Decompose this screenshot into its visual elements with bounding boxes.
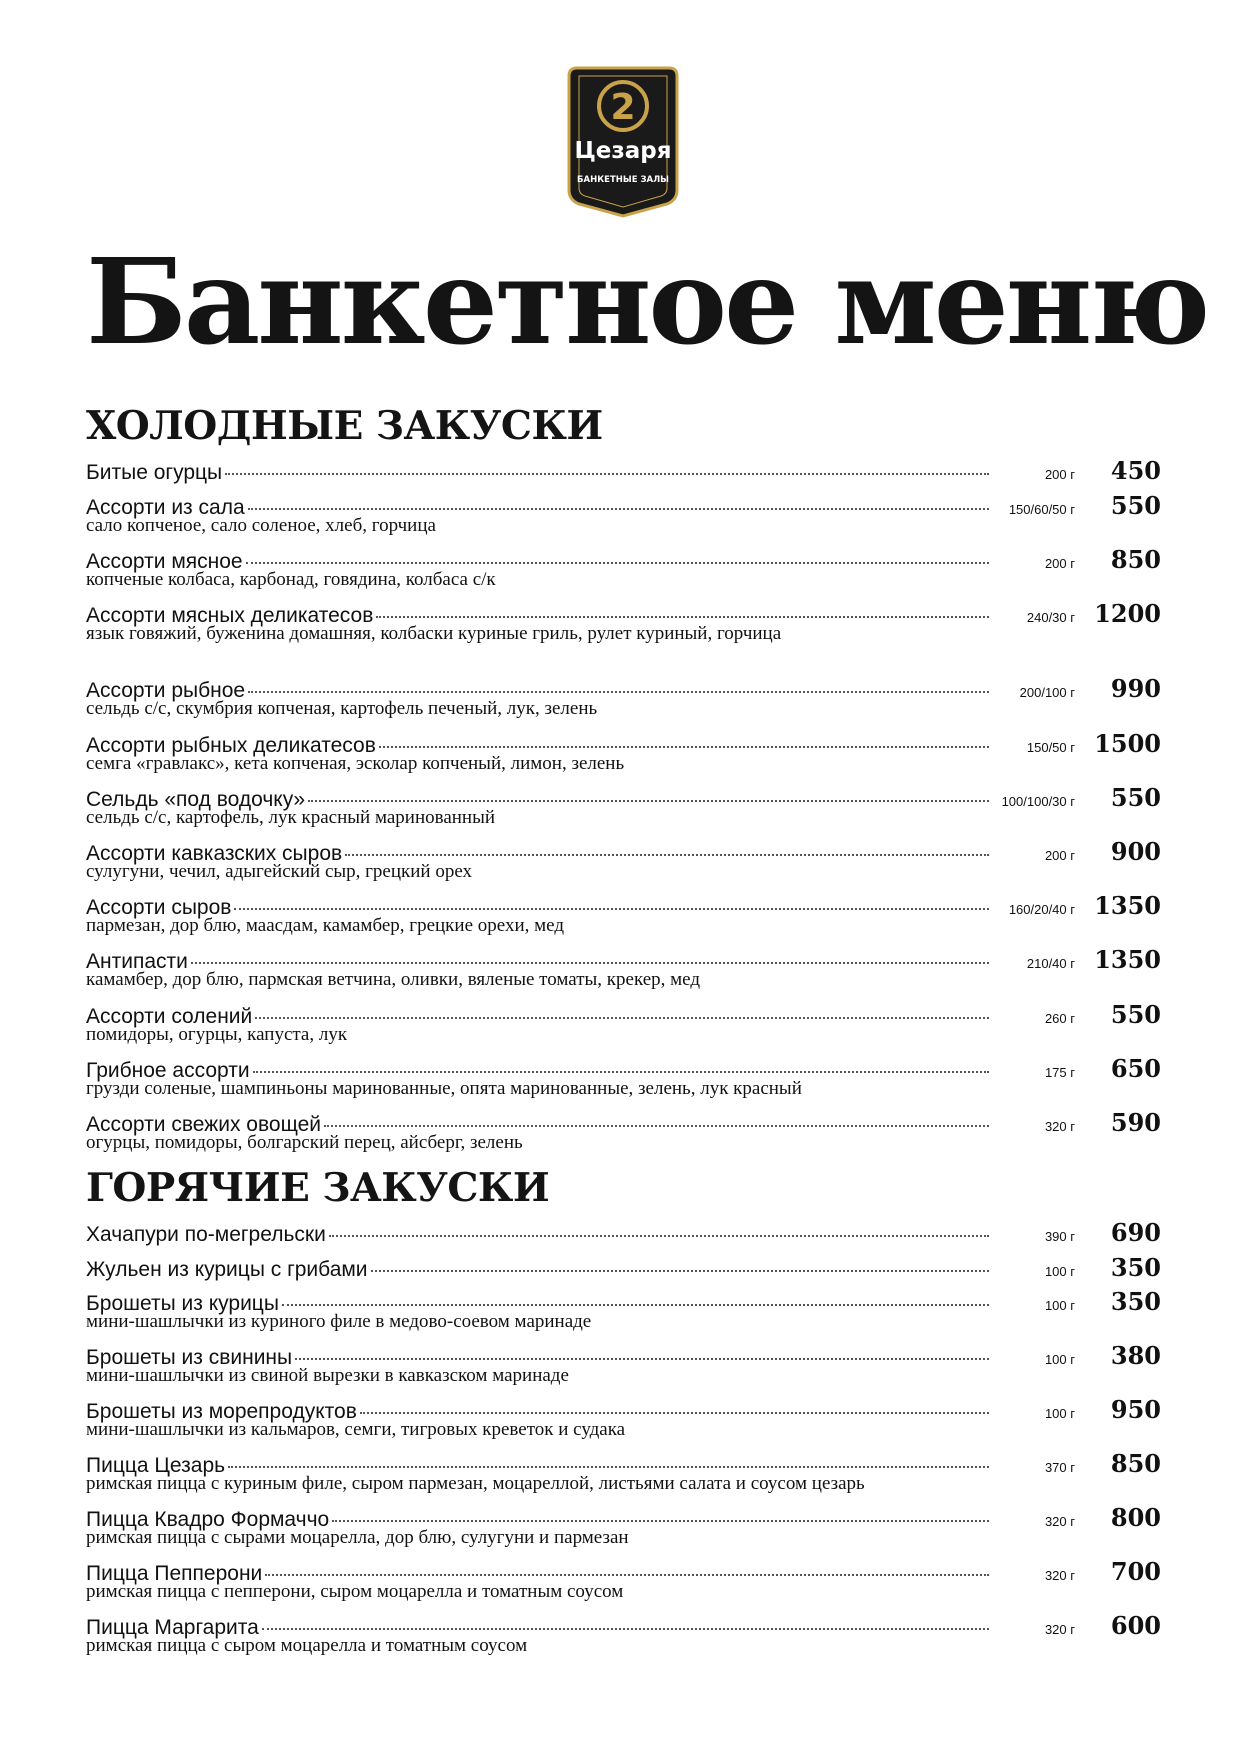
- dish-description: сельдь с/с, картофель, лук красный маринованный: [86, 807, 496, 828]
- dish-weight: 100 г: [1044, 1352, 1075, 1367]
- dish-weight: 175 г: [1044, 1065, 1075, 1080]
- dish-description: мини-шашлычки из кальмаров, семги, тигровых креветок и судака: [86, 1419, 626, 1440]
- dish-description: сало копченое, сало соленое, хлеб, горчица: [86, 515, 436, 536]
- dish-name: Ассорти кавказских сыров: [86, 842, 343, 865]
- dish-price: 380: [1110, 1341, 1161, 1370]
- dish-weight: 100 г: [1044, 1406, 1075, 1421]
- dish-price: 800: [1110, 1503, 1161, 1532]
- dish-price: 690: [1110, 1218, 1161, 1247]
- menu-item: [86, 1287, 1161, 1333]
- dish-name: Брошеты из свинины: [86, 1346, 293, 1369]
- dot-leader: [191, 962, 989, 964]
- menu-item: [86, 1503, 1161, 1549]
- logo-tagline: БАНКЕТНЫЕ ЗАЛЫ: [577, 175, 669, 185]
- dish-description: грузди соленые, шампиньоны маринованные, опята маринованные, зелень, лук красный: [86, 1078, 802, 1099]
- dish-description: римская пицца с пепперони, сыром моцарелла и томатным соусом: [86, 1581, 624, 1602]
- menu-item: [86, 1108, 1161, 1154]
- dish-price: 600: [1110, 1611, 1161, 1640]
- dish-weight: 150/60/50 г: [1008, 502, 1075, 517]
- dot-leader: [379, 746, 989, 748]
- dish-price: 990: [1110, 674, 1161, 703]
- dish-price: 590: [1110, 1108, 1161, 1137]
- dish-weight: 320 г: [1044, 1514, 1075, 1529]
- dish-price: 1200: [1094, 599, 1161, 628]
- dish-price: 550: [1110, 783, 1161, 812]
- menu-item: [86, 491, 1161, 537]
- dish-name: Жульен из курицы с грибами: [86, 1258, 368, 1281]
- dish-description: огурцы, помидоры, болгарский перец, айсберг, зелень: [86, 1132, 523, 1153]
- menu-item-row: [86, 1253, 1161, 1281]
- dish-weight: 200 г: [1044, 556, 1075, 571]
- dish-name: Ассорти сыров: [86, 896, 232, 919]
- menu-item: [86, 1218, 1161, 1246]
- dish-name: Пицца Маргарита: [86, 1616, 259, 1639]
- menu-item: [86, 1395, 1161, 1441]
- dish-description: мини-шашлычки из куриного филе в медово-соевом маринаде: [86, 1311, 592, 1332]
- dish-price: 850: [1110, 1449, 1161, 1478]
- dish-name: Ассорти из сала: [86, 496, 245, 519]
- dish-name: Хачапури по-мегрельски: [86, 1223, 326, 1246]
- dish-name: Битые огурцы: [86, 461, 223, 484]
- dot-leader: [371, 1270, 989, 1272]
- dish-description: сулугуни, чечил, адыгейский сыр, грецкий орех: [86, 861, 473, 882]
- dot-leader: [248, 691, 989, 693]
- dish-name: Ассорти мясных деликатесов: [86, 604, 374, 627]
- dish-name: Антипасти: [86, 950, 188, 973]
- dish-name: Ассорти мясное: [86, 550, 243, 573]
- section-title-cold-appetizers: ХОЛОДНЫЕ ЗАКУСКИ: [86, 403, 603, 449]
- menu-item-row: [86, 456, 1161, 484]
- dish-weight: 160/20/40 г: [1008, 902, 1075, 917]
- dot-leader: [255, 1017, 989, 1019]
- dish-description: сельдь с/с, скумбрия копченая, картофель печеный, лук, зелень: [86, 698, 598, 719]
- page-title: Банкетное меню: [86, 232, 1208, 371]
- dot-leader: [234, 908, 989, 910]
- section-title-hot-appetizers: ГОРЯЧИЕ ЗАКУСКИ: [86, 1165, 550, 1211]
- dot-leader: [253, 1071, 989, 1073]
- dot-leader: [324, 1125, 989, 1127]
- dot-leader: [265, 1574, 989, 1576]
- dish-name: Пицца Пепперони: [86, 1562, 263, 1585]
- dish-price: 350: [1110, 1287, 1161, 1316]
- menu-item: [86, 891, 1161, 937]
- dot-leader: [376, 616, 989, 618]
- dish-weight: 390 г: [1044, 1229, 1075, 1244]
- dish-price: 550: [1110, 1000, 1161, 1029]
- dot-leader: [225, 473, 989, 475]
- dish-price: 550: [1110, 491, 1161, 520]
- dish-name: Пицца Квадро Формаччо: [86, 1508, 330, 1531]
- dish-price: 650: [1110, 1054, 1161, 1083]
- dish-weight: 100 г: [1044, 1264, 1075, 1279]
- dish-name: Ассорти свежих овощей: [86, 1113, 322, 1136]
- dish-description: язык говяжий, буженина домашняя, колбаски куриные гриль, рулет куриный, горчица: [86, 623, 782, 644]
- dish-weight: 320 г: [1044, 1568, 1075, 1583]
- menu-item: [86, 1611, 1161, 1657]
- dish-description: помидоры, огурцы, капуста, лук: [86, 1024, 348, 1045]
- dish-weight: 150/50 г: [1026, 740, 1075, 755]
- dish-description: семга «гравлакс», кета копченая, эсколар копченый, лимон, зелень: [86, 753, 625, 774]
- dish-weight: 260 г: [1044, 1011, 1075, 1026]
- logo-number: 2: [610, 87, 636, 128]
- dish-price: 900: [1110, 837, 1161, 866]
- menu-item: [86, 837, 1161, 883]
- dish-name: Брошеты из морепродуктов: [86, 1400, 357, 1423]
- dish-name: Ассорти солений: [86, 1005, 253, 1028]
- logo-name: Цезаря: [574, 138, 672, 164]
- menu-item: [86, 1000, 1161, 1046]
- menu-item: [86, 1341, 1161, 1387]
- dish-weight: 200 г: [1044, 848, 1075, 863]
- dish-price: 700: [1110, 1557, 1161, 1586]
- dish-name: Ассорти рыбное: [86, 679, 246, 702]
- dish-description: римская пицца с куриным филе, сыром пармезан, моцареллой, листьями салата и соусом цезарь: [86, 1473, 865, 1494]
- dish-price: 1500: [1094, 729, 1161, 758]
- dot-leader: [246, 562, 989, 564]
- dish-price: 450: [1110, 456, 1161, 485]
- dish-weight: 100 г: [1044, 1298, 1075, 1313]
- dish-description: пармезан, дор блю, маасдам, камамбер, грецкие орехи, мед: [86, 915, 564, 936]
- dish-price: 850: [1110, 545, 1161, 574]
- menu-item: [86, 783, 1161, 829]
- menu-item: [86, 1557, 1161, 1603]
- menu-item: [86, 545, 1161, 591]
- menu-item: [86, 456, 1161, 484]
- dish-weight: 200/100 г: [1019, 685, 1075, 700]
- dot-leader: [262, 1628, 989, 1630]
- dot-leader: [345, 854, 989, 856]
- dish-weight: 100/100/30 г: [1001, 794, 1075, 809]
- dish-name: Сельдь «под водочку»: [86, 788, 306, 811]
- dish-price: 1350: [1094, 891, 1161, 920]
- dot-leader: [282, 1304, 989, 1306]
- dish-weight: 210/40 г: [1026, 956, 1075, 971]
- menu-item: [86, 1449, 1161, 1495]
- dot-leader: [295, 1358, 989, 1360]
- dish-name: Грибное ассорти: [86, 1059, 250, 1082]
- brand-logo: [563, 62, 683, 218]
- dot-leader: [248, 508, 989, 510]
- dish-weight: 200 г: [1044, 467, 1075, 482]
- menu-item: [86, 1054, 1161, 1100]
- menu-item-row: [86, 1218, 1161, 1246]
- dish-description: камамбер, дор блю, пармская ветчина, оливки, вяленые томаты, крекер, мед: [86, 969, 701, 990]
- dot-leader: [308, 800, 989, 802]
- menu-item: [86, 674, 1161, 720]
- dish-weight: 320 г: [1044, 1622, 1075, 1637]
- dish-weight: 240/30 г: [1026, 610, 1075, 625]
- menu-item: [86, 729, 1161, 775]
- dish-price: 1350: [1094, 945, 1161, 974]
- dish-description: мини-шашлычки из свиной вырезки в кавказском маринаде: [86, 1365, 569, 1386]
- dot-leader: [332, 1520, 989, 1522]
- dish-description: римская пицца с сыром моцарелла и томатным соусом: [86, 1635, 528, 1656]
- dot-leader: [360, 1412, 989, 1414]
- dish-weight: 370 г: [1044, 1460, 1075, 1475]
- dish-name: Пицца Цезарь: [86, 1454, 226, 1477]
- dish-description: копченые колбаса, карбонад, говядина, колбаса с/к: [86, 569, 496, 590]
- dish-name: Ассорти рыбных деликатесов: [86, 734, 376, 757]
- dish-price: 350: [1110, 1253, 1161, 1282]
- menu-item: [86, 599, 1161, 645]
- dish-name: Брошеты из курицы: [86, 1292, 279, 1315]
- dot-leader: [329, 1235, 989, 1237]
- dish-price: 950: [1110, 1395, 1161, 1424]
- dish-weight: 320 г: [1044, 1119, 1075, 1134]
- menu-item: [86, 945, 1161, 991]
- dish-description: римская пицца с сырами моцарелла, дор блю, сулугуни и пармезан: [86, 1527, 629, 1548]
- dot-leader: [228, 1466, 989, 1468]
- menu-item: [86, 1253, 1161, 1281]
